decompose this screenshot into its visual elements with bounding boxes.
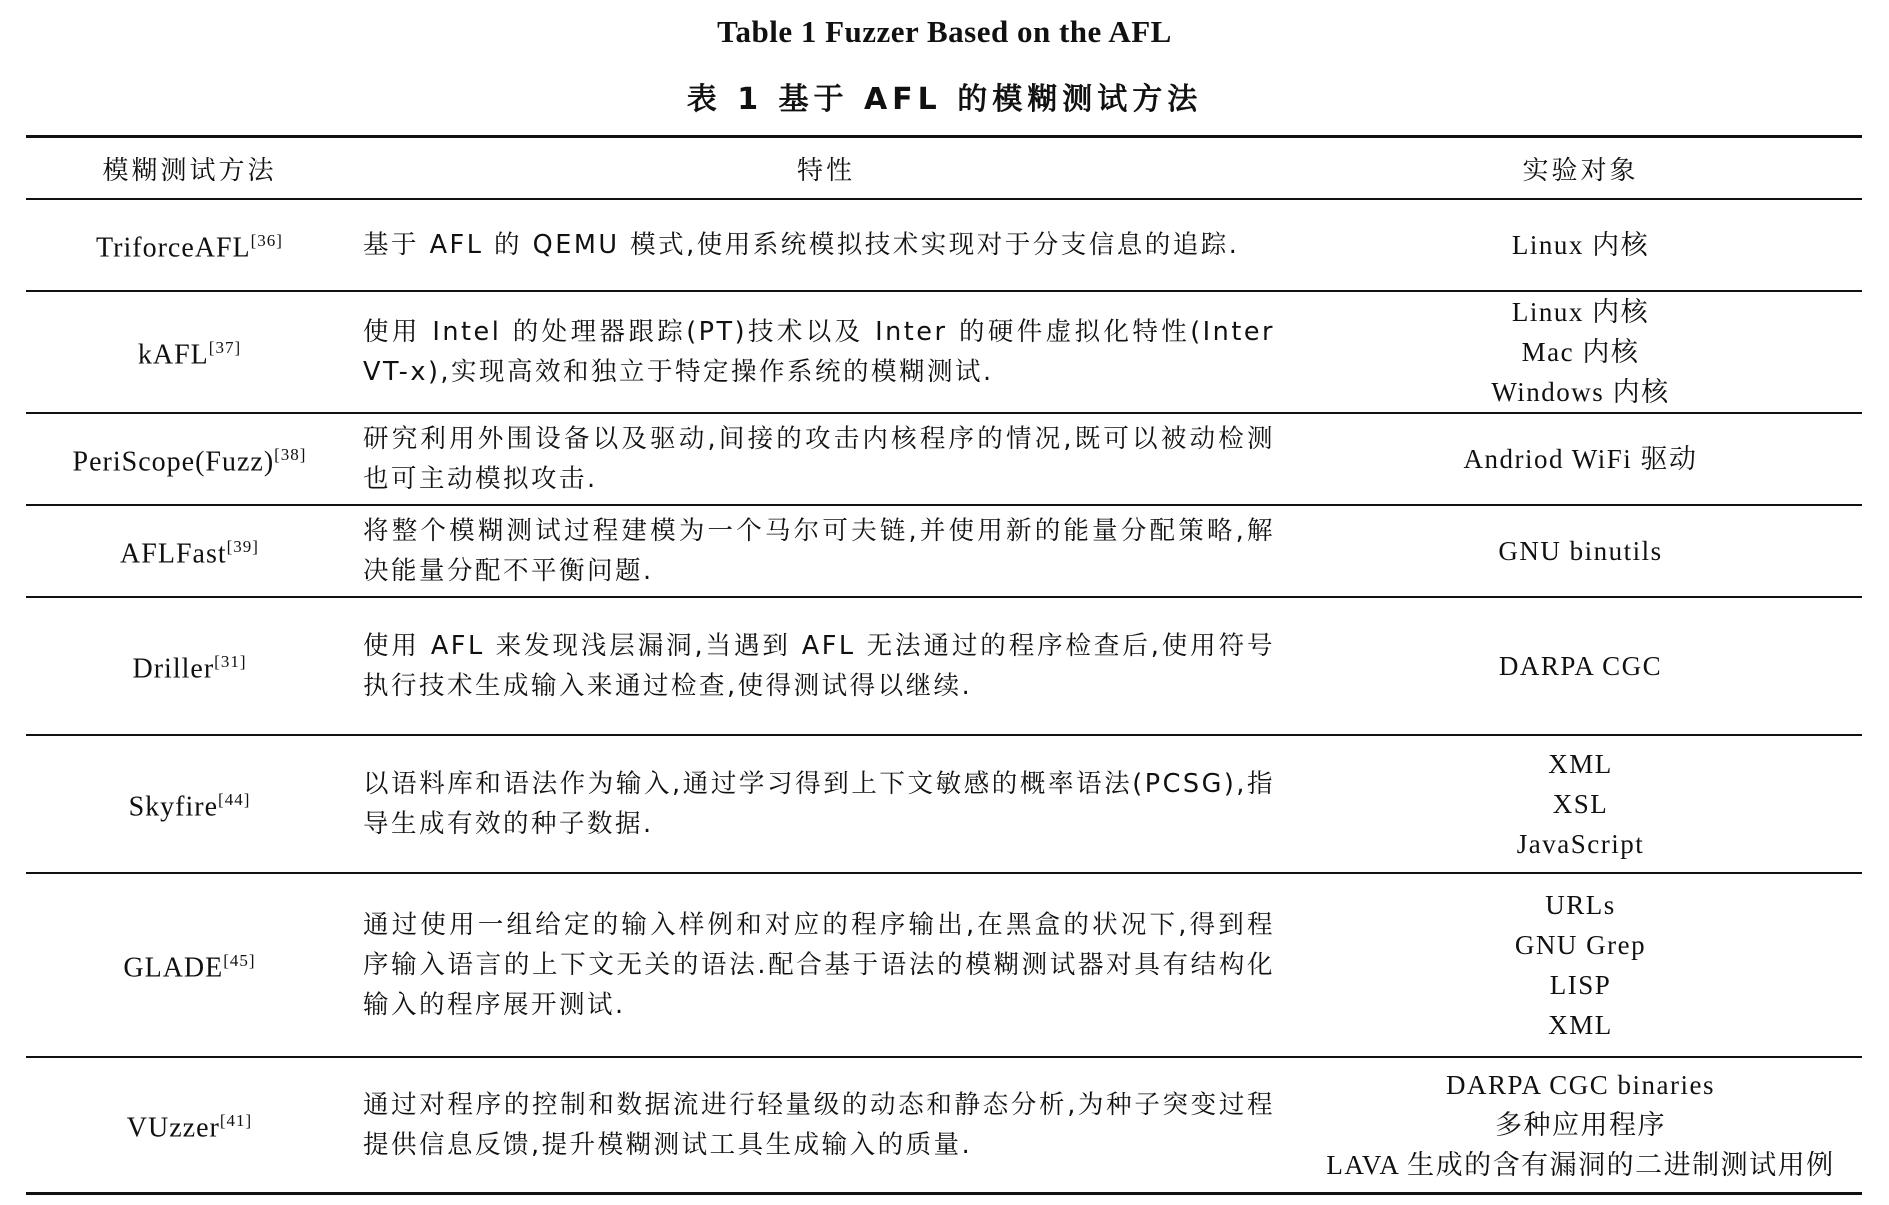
feature-cell: 通过使用一组给定的输入样例和对应的程序输出,在黑盒的状况下,得到程序输入语言的上下文无关的语法.配合基于语法的模糊测试器对具有结构化输入的程序展开测试. [363, 910, 1275, 1020]
column-header-feature: 特性 [796, 155, 855, 186]
target-cell [1299, 199, 1862, 291]
target-item: 多种应用程序 [1495, 1109, 1666, 1140]
method-cell [26, 505, 353, 597]
table-row [26, 291, 1862, 413]
reference-marker: [44] [218, 790, 251, 810]
table-row [26, 505, 1862, 597]
feature-cell: 使用 AFL 来发现浅层漏洞,当遇到 AFL 无法通过的程序检查后,使用符号执行技术生成输入来通过检查,使得测试得以继续. [363, 631, 1275, 701]
table-row [26, 735, 1862, 873]
target-item: XML [1548, 1010, 1613, 1040]
method-cell [26, 873, 353, 1057]
target-item: LISP [1549, 970, 1612, 1000]
feature-cell: 以语料库和语法作为输入,通过学习得到上下文敏感的概率语法(PCSG),指导生成有效的种子数据. [363, 769, 1275, 839]
target-cell [1299, 291, 1862, 413]
reference-marker: [38] [274, 445, 307, 465]
method-cell [26, 1057, 353, 1193]
reference-marker: [45] [223, 951, 256, 971]
reference-marker: [39] [226, 537, 259, 557]
target-item: DARPA CGC [1498, 651, 1663, 681]
table-row [26, 1057, 1862, 1193]
target-item: DARPA CGC binaries [1445, 1069, 1716, 1100]
method-cell [26, 597, 353, 735]
target-cell [1299, 413, 1862, 505]
method-cell [26, 199, 353, 291]
feature-cell: 使用 Intel 的处理器跟踪(PT)技术以及 Inter 的硬件虚拟化特性(Inter VT-x),实现高效和独立于特定操作系统的模糊测试. [363, 317, 1275, 387]
target-item: LAVA 生成的含有漏洞的二进制测试用例 [1326, 1149, 1835, 1180]
target-item: Linux 内核 [1511, 230, 1650, 260]
method-name: Skyfire [128, 791, 219, 823]
target-cell [1299, 1057, 1862, 1193]
target-item: GNU binutils [1498, 536, 1663, 566]
method-name: TriforceAFL [96, 232, 251, 264]
target-item: URLs [1545, 890, 1616, 920]
feature-cell: 基于 AFL 的 QEMU 模式,使用系统模拟技术实现对于分支信息的追踪. [363, 230, 1240, 260]
target-cell [1299, 597, 1862, 735]
table-row [26, 413, 1862, 505]
target-item: GNU Grep [1514, 930, 1647, 960]
method-cell [26, 291, 353, 413]
method-name: VUzzer [126, 1112, 220, 1144]
method-name: kAFL [137, 339, 209, 371]
column-header-method: 模糊测试方法 [102, 155, 277, 186]
fuzzer-table [26, 135, 1862, 1195]
target-item: Andriod WiFi 驱动 [1463, 444, 1698, 474]
target-item: JavaScript [1516, 829, 1645, 859]
feature-cell: 将整个模糊测试过程建模为一个马尔可夫链,并使用新的能量分配策略,解决能量分配不平衡问题. [363, 516, 1275, 586]
column-header-target: 实验对象 [1522, 155, 1639, 186]
target-cell [1299, 735, 1862, 873]
feature-cell: 研究利用外围设备以及驱动,间接的攻击内核程序的情况,既可以被动检测也可主动模拟攻击. [363, 424, 1275, 494]
method-cell [26, 735, 353, 873]
method-name: AFLFast [120, 538, 227, 570]
target-item: Mac 内核 [1521, 337, 1640, 367]
target-item: XML [1548, 749, 1613, 779]
table-row [26, 873, 1862, 1057]
reference-marker: [37] [208, 338, 242, 358]
target-item: XSL [1552, 789, 1609, 819]
target-item: Linux 内核 [1511, 297, 1650, 327]
target-item: Windows 内核 [1491, 377, 1670, 407]
reference-marker: [36] [250, 231, 283, 251]
reference-marker: [41] [219, 1111, 253, 1131]
method-name: GLADE [123, 952, 224, 984]
table-row [26, 199, 1862, 291]
table-header-row [26, 137, 1862, 200]
table-title-zh: 表 1 基于 AFL 的模糊测试方法 [686, 82, 1203, 117]
target-cell [1299, 505, 1862, 597]
reference-marker: [31] [214, 652, 247, 672]
feature-cell: 通过对程序的控制和数据流进行轻量级的动态和静态分析,为种子突变过程提供信息反馈,提升模糊测试工具生成输入的质量. [363, 1089, 1275, 1160]
method-name: Driller [132, 653, 215, 685]
target-cell [1299, 873, 1862, 1057]
table-title-en: Table 1 Fuzzer Based on the AFL [717, 14, 1172, 49]
method-name: PeriScope(Fuzz) [72, 446, 275, 478]
table-row [26, 597, 1862, 735]
method-cell [26, 413, 353, 505]
